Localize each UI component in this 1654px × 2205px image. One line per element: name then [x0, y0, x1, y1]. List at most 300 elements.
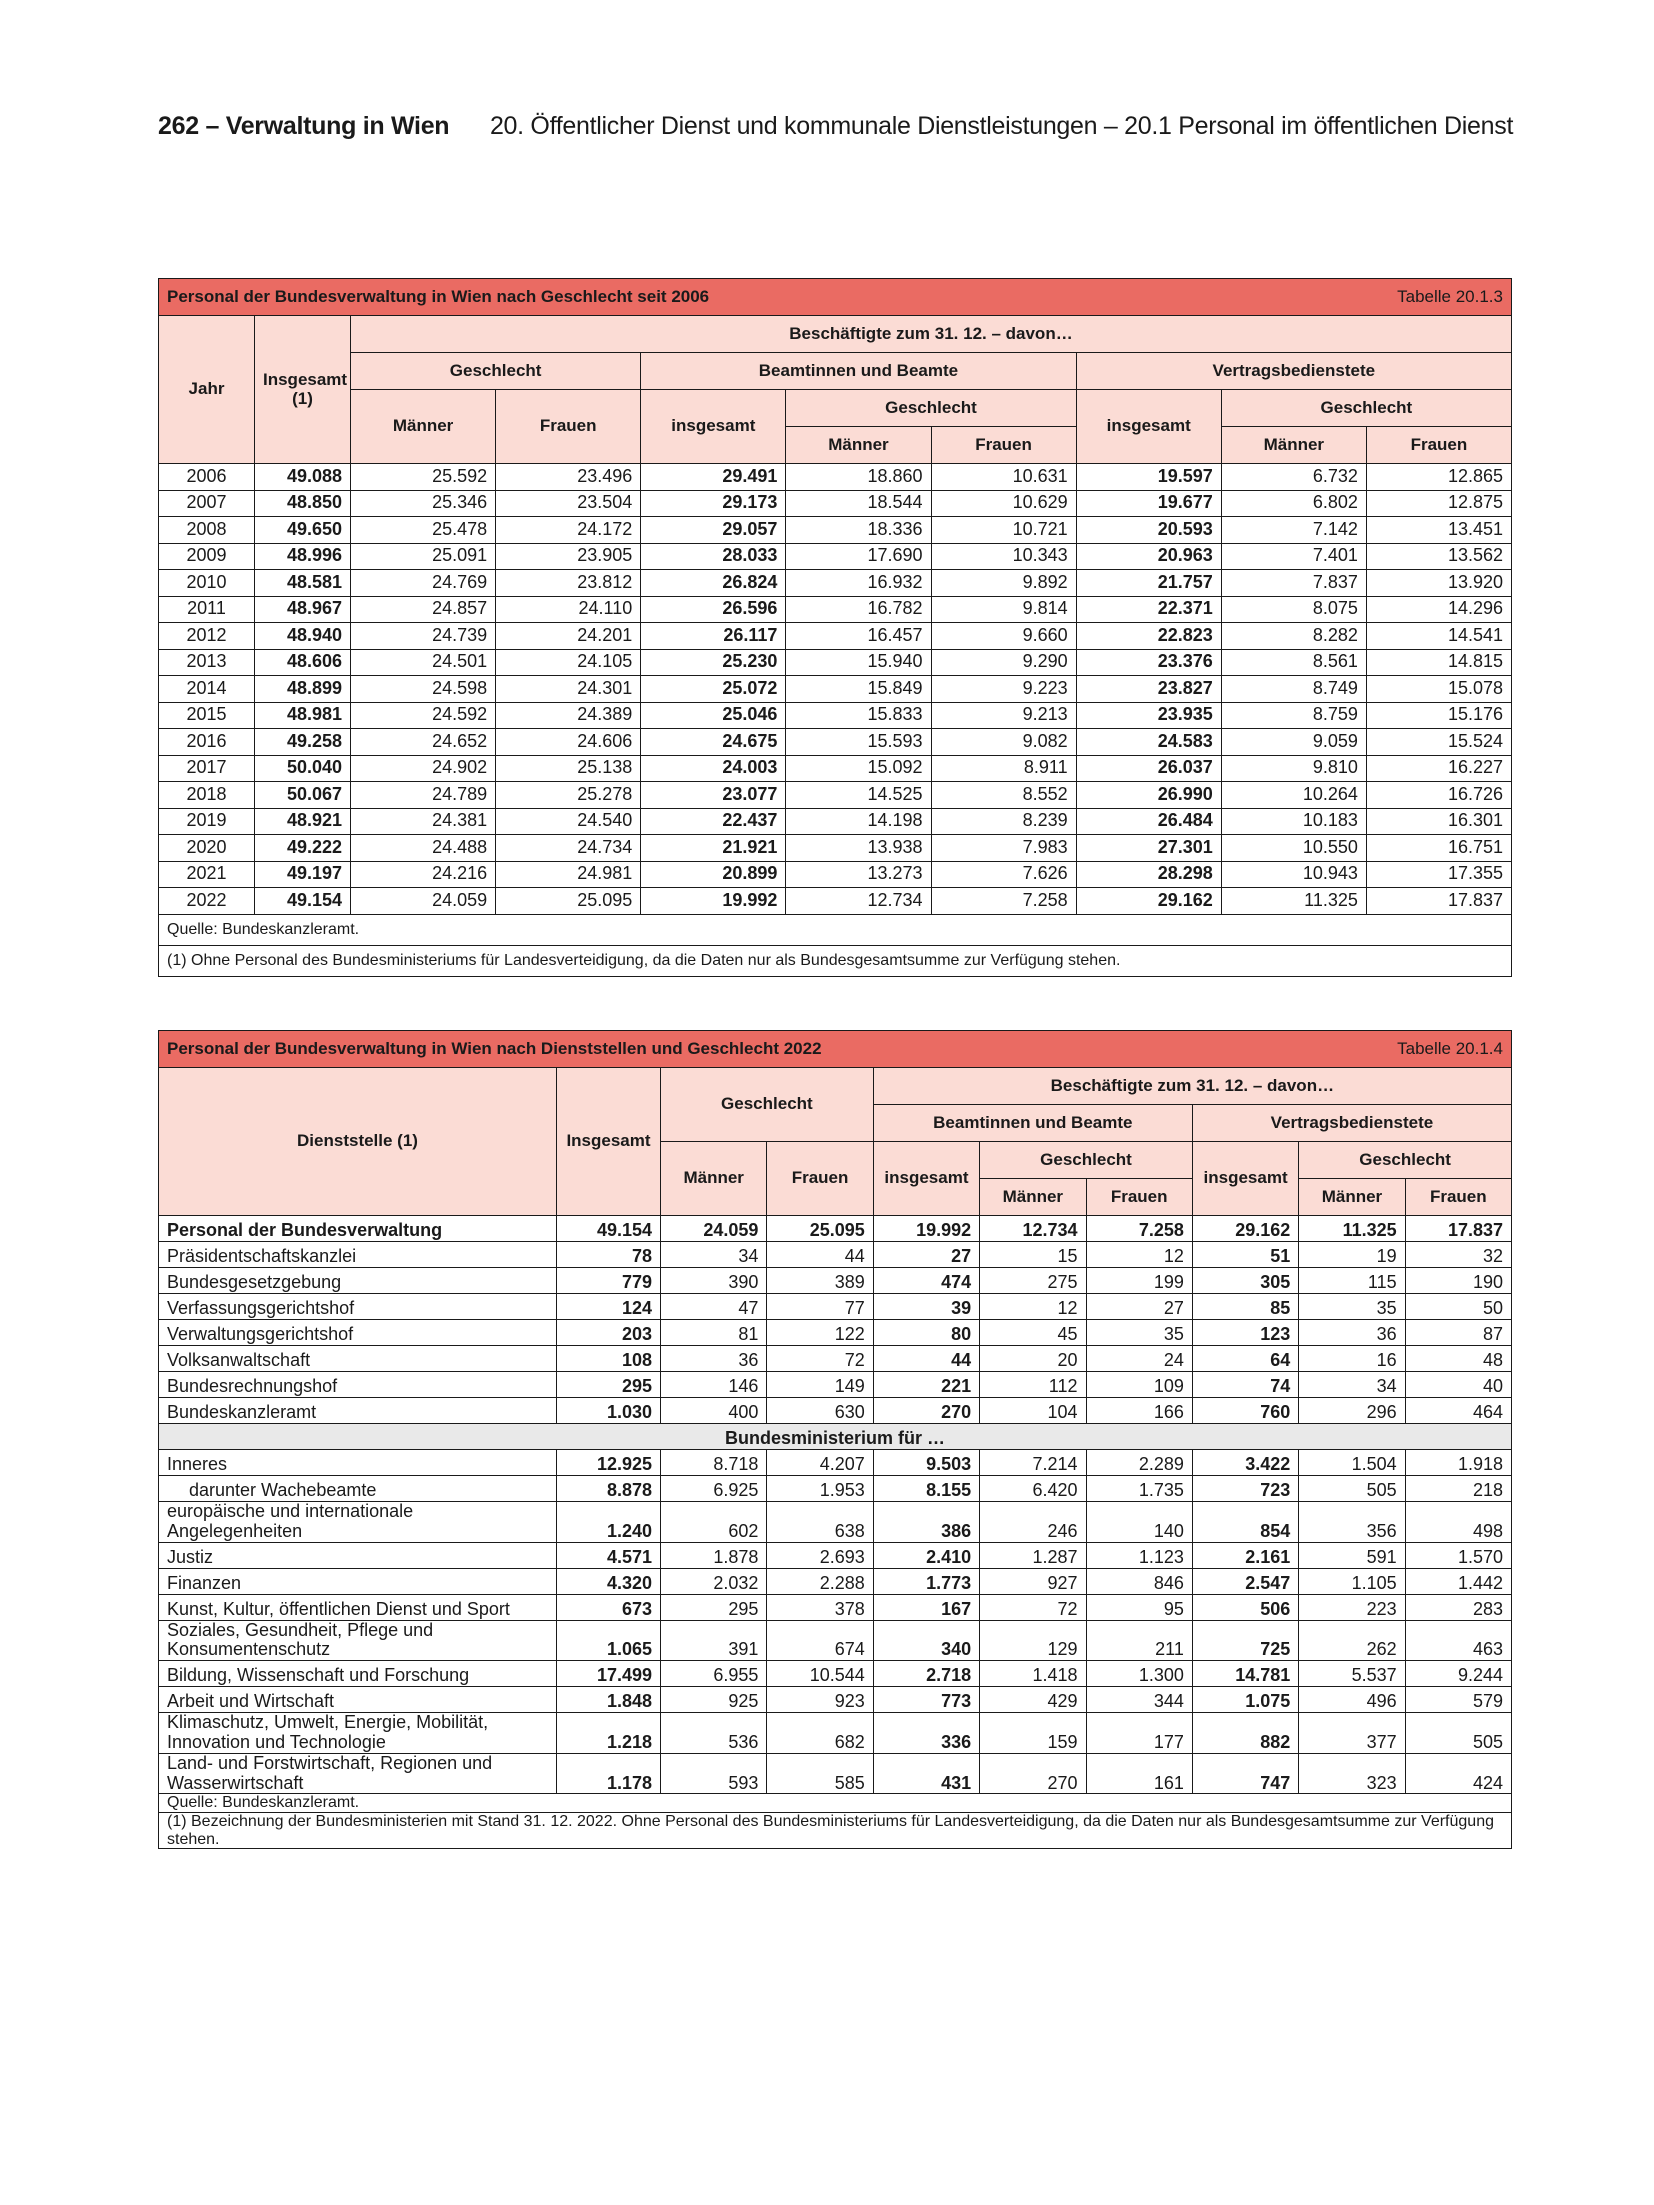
- cell-beamte-insgesamt: 23.077: [641, 782, 786, 809]
- cell-vertrag-frauen: 13.920: [1366, 570, 1511, 597]
- cell-beamte-maenner: 104: [980, 1398, 1086, 1424]
- cell-frauen: 24.389: [496, 702, 641, 729]
- cell-frauen: 2.288: [767, 1568, 873, 1594]
- cell-vertrag-insgesamt: 23.376: [1076, 649, 1221, 676]
- cell-beamte-insgesamt: 25.072: [641, 676, 786, 703]
- cell-beamte-insgesamt: 431: [873, 1753, 979, 1794]
- cell-frauen: 923: [767, 1687, 873, 1713]
- cell-frauen: 674: [767, 1620, 873, 1661]
- cell-maenner: 24.592: [351, 702, 496, 729]
- cell-insgesamt: 1.065: [557, 1620, 661, 1661]
- cell-vertrag-maenner: 356: [1299, 1502, 1405, 1543]
- cell-vertrag-frauen: 190: [1405, 1268, 1511, 1294]
- cell-frauen: 44: [767, 1242, 873, 1268]
- cell-vertrag-maenner: 115: [1299, 1268, 1405, 1294]
- cell-vertrag-insgesamt: 882: [1192, 1713, 1298, 1754]
- cell-maenner: 25.478: [351, 517, 496, 544]
- cell-beamte-insgesamt: 773: [873, 1687, 979, 1713]
- cell-beamte-frauen: 7.626: [931, 861, 1076, 888]
- col-group-vertrag-geschlecht: Geschlecht: [1299, 1142, 1512, 1179]
- table-footnote: (1) Ohne Personal des Bundesministeriums für Landesverteidigung, da die Daten nur als Bundesgesamtsumme zur Verfügung stehen.: [159, 945, 1512, 976]
- cell-maenner: 24.789: [351, 782, 496, 809]
- cell-insgesamt: 48.967: [255, 596, 351, 623]
- cell-beamte-maenner: 15: [980, 1242, 1086, 1268]
- cell-dienststelle: Präsidentschaftskanzlei: [159, 1242, 557, 1268]
- cell-vertrag-insgesamt: 747: [1192, 1753, 1298, 1794]
- col-header-frauen: Frauen: [496, 390, 641, 464]
- cell-jahr: 2021: [159, 861, 255, 888]
- cell-beamte-insgesamt: 8.155: [873, 1476, 979, 1502]
- cell-beamte-maenner: 1.418: [980, 1661, 1086, 1687]
- cell-frauen: 389: [767, 1268, 873, 1294]
- cell-vertrag-insgesamt: 23.935: [1076, 702, 1221, 729]
- cell-beamte-insgesamt: 21.921: [641, 835, 786, 862]
- chapter-title: 20. Öffentlicher Dienst und kommunale Dienstleistungen – 20.1 Personal im öffentlichen Dienst: [489, 112, 1514, 140]
- cell-insgesamt: 78: [557, 1242, 661, 1268]
- cell-frauen: 1.953: [767, 1476, 873, 1502]
- table-row: [159, 1320, 1512, 1346]
- cell-vertrag-insgesamt: 305: [1192, 1268, 1298, 1294]
- cell-maenner: 24.059: [661, 1216, 767, 1242]
- cell-vertrag-maenner: 8.759: [1221, 702, 1366, 729]
- cell-beamte-frauen: 7.983: [931, 835, 1076, 862]
- cell-beamte-frauen: 9.814: [931, 596, 1076, 623]
- cell-beamte-frauen: 10.343: [931, 543, 1076, 570]
- cell-vertrag-insgesamt: 21.757: [1076, 570, 1221, 597]
- cell-dienststelle: Justiz: [159, 1542, 557, 1568]
- cell-vertrag-maenner: 591: [1299, 1542, 1405, 1568]
- col-header-beamte-maenner: Männer: [980, 1179, 1086, 1216]
- cell-dienststelle: Arbeit und Wirtschaft: [159, 1687, 557, 1713]
- table-row: [159, 1620, 1512, 1661]
- cell-dienststelle: Bundesrechnungshof: [159, 1372, 557, 1398]
- cell-vertrag-maenner: 296: [1299, 1398, 1405, 1424]
- cell-jahr: 2010: [159, 570, 255, 597]
- cell-beamte-maenner: 20: [980, 1346, 1086, 1372]
- cell-vertrag-frauen: 13.562: [1366, 543, 1511, 570]
- table-footnote: (1) Bezeichnung der Bundesministerien mit Stand 31. 12. 2022. Ohne Personal des Bundesministeriums für Landesverteidigung, da die Daten nur als Bundesgesamtsumme zur Verfügung stehen.: [159, 1812, 1512, 1848]
- cell-vertrag-insgesamt: 3.422: [1192, 1450, 1298, 1476]
- cell-beamte-maenner: 246: [980, 1502, 1086, 1543]
- col-group-beamte-geschlecht: Geschlecht: [786, 390, 1076, 427]
- cell-beamte-insgesamt: 1.773: [873, 1568, 979, 1594]
- cell-maenner: 1.878: [661, 1542, 767, 1568]
- cell-insgesamt: 49.088: [255, 464, 351, 491]
- cell-vertrag-maenner: 8.282: [1221, 623, 1366, 650]
- cell-maenner: 24.902: [351, 755, 496, 782]
- cell-beamte-frauen: 344: [1086, 1687, 1192, 1713]
- cell-insgesamt: 48.581: [255, 570, 351, 597]
- cell-beamte-frauen: 9.223: [931, 676, 1076, 703]
- cell-vertrag-frauen: 1.918: [1405, 1450, 1511, 1476]
- cell-vertrag-frauen: 218: [1405, 1476, 1511, 1502]
- cell-maenner: 8.718: [661, 1450, 767, 1476]
- cell-vertrag-frauen: 50: [1405, 1294, 1511, 1320]
- cell-beamte-maenner: 18.336: [786, 517, 931, 544]
- cell-vertrag-frauen: 15.176: [1366, 702, 1511, 729]
- cell-insgesamt: 48.606: [255, 649, 351, 676]
- cell-frauen: 24.110: [496, 596, 641, 623]
- cell-frauen: 25.095: [767, 1216, 873, 1242]
- cell-beamte-maenner: 15.092: [786, 755, 931, 782]
- cell-insgesamt: 108: [557, 1346, 661, 1372]
- cell-beamte-insgesamt: 29.057: [641, 517, 786, 544]
- cell-vertrag-maenner: 377: [1299, 1713, 1405, 1754]
- cell-vertrag-frauen: 14.541: [1366, 623, 1511, 650]
- cell-beamte-insgesamt: 26.117: [641, 623, 786, 650]
- table-title-bar: [159, 1031, 1512, 1068]
- cell-beamte-frauen: 24: [1086, 1346, 1192, 1372]
- cell-beamte-maenner: 17.690: [786, 543, 931, 570]
- cell-maenner: 593: [661, 1753, 767, 1794]
- cell-insgesamt: 124: [557, 1294, 661, 1320]
- cell-dienststelle: darunter Wachebeamte: [159, 1476, 557, 1502]
- cell-vertrag-insgesamt: 2.161: [1192, 1542, 1298, 1568]
- cell-vertrag-maenner: 8.561: [1221, 649, 1366, 676]
- cell-frauen: 682: [767, 1713, 873, 1754]
- cell-insgesamt: 49.650: [255, 517, 351, 544]
- cell-vertrag-insgesamt: 74: [1192, 1372, 1298, 1398]
- cell-beamte-frauen: 7.258: [1086, 1216, 1192, 1242]
- cell-maenner: 391: [661, 1620, 767, 1661]
- col-header-beamte-frauen: Frauen: [1086, 1179, 1192, 1216]
- cell-beamte-frauen: 27: [1086, 1294, 1192, 1320]
- cell-vertrag-frauen: 9.244: [1405, 1661, 1511, 1687]
- cell-frauen: 24.172: [496, 517, 641, 544]
- table-title: Personal der Bundesverwaltung in Wien nach Dienststellen und Geschlecht 2022: [167, 1038, 822, 1058]
- cell-dienststelle: Finanzen: [159, 1568, 557, 1594]
- cell-beamte-maenner: 112: [980, 1372, 1086, 1398]
- cell-frauen: 2.693: [767, 1542, 873, 1568]
- col-group-geschlecht: Geschlecht: [351, 353, 641, 390]
- cell-vertrag-frauen: 13.451: [1366, 517, 1511, 544]
- cell-maenner: 81: [661, 1320, 767, 1346]
- cell-dienststelle: Kunst, Kultur, öffentlichen Dienst und Sport: [159, 1594, 557, 1620]
- table-row: [159, 729, 1512, 756]
- col-header-vertrag-frauen: Frauen: [1405, 1179, 1511, 1216]
- cell-beamte-frauen: 9.892: [931, 570, 1076, 597]
- cell-beamte-insgesamt: 19.992: [641, 888, 786, 915]
- cell-beamte-frauen: 9.082: [931, 729, 1076, 756]
- cell-beamte-frauen: 9.660: [931, 623, 1076, 650]
- cell-vertrag-maenner: 10.264: [1221, 782, 1366, 809]
- table-row: [159, 1372, 1512, 1398]
- cell-vertrag-insgesamt: 20.963: [1076, 543, 1221, 570]
- cell-vertrag-frauen: 463: [1405, 1620, 1511, 1661]
- table-row: [159, 1346, 1512, 1372]
- cell-insgesamt: 203: [557, 1320, 661, 1346]
- cell-vertrag-frauen: 498: [1405, 1502, 1511, 1543]
- table-row: [159, 1713, 1512, 1754]
- cell-maenner: 24.739: [351, 623, 496, 650]
- cell-frauen: 630: [767, 1398, 873, 1424]
- col-header-insgesamt: Insgesamt: [557, 1068, 661, 1216]
- cell-beamte-frauen: 2.289: [1086, 1450, 1192, 1476]
- cell-vertrag-insgesamt: 725: [1192, 1620, 1298, 1661]
- cell-vertrag-frauen: 32: [1405, 1242, 1511, 1268]
- table-row: [159, 1450, 1512, 1476]
- col-header-beamte-insgesamt: insgesamt: [641, 390, 786, 464]
- cell-insgesamt: 49.154: [255, 888, 351, 915]
- cell-dienststelle: Volksanwaltschaft: [159, 1346, 557, 1372]
- cell-jahr: 2019: [159, 808, 255, 835]
- table-row: [159, 835, 1512, 862]
- cell-vertrag-insgesamt: 85: [1192, 1294, 1298, 1320]
- cell-beamte-frauen: 1.300: [1086, 1661, 1192, 1687]
- cell-beamte-insgesamt: 2.410: [873, 1542, 979, 1568]
- cell-vertrag-insgesamt: 27.301: [1076, 835, 1221, 862]
- cell-frauen: 638: [767, 1502, 873, 1543]
- cell-vertrag-insgesamt: 29.162: [1076, 888, 1221, 915]
- cell-insgesamt: 4.320: [557, 1568, 661, 1594]
- cell-vertrag-maenner: 6.732: [1221, 464, 1366, 491]
- cell-frauen: 25.278: [496, 782, 641, 809]
- col-header-vertrag-maenner: Männer: [1299, 1179, 1405, 1216]
- cell-frauen: 10.544: [767, 1661, 873, 1687]
- cell-maenner: 24.381: [351, 808, 496, 835]
- cell-vertrag-maenner: 7.401: [1221, 543, 1366, 570]
- cell-beamte-maenner: 16.457: [786, 623, 931, 650]
- cell-beamte-maenner: 14.198: [786, 808, 931, 835]
- cell-beamte-frauen: 199: [1086, 1268, 1192, 1294]
- cell-beamte-insgesamt: 270: [873, 1398, 979, 1424]
- cell-maenner: 925: [661, 1687, 767, 1713]
- table-row: [159, 490, 1512, 517]
- cell-maenner: 536: [661, 1713, 767, 1754]
- col-header-vertrag-maenner: Männer: [1221, 427, 1366, 464]
- table-title: Personal der Bundesverwaltung in Wien nach Geschlecht seit 2006: [167, 286, 710, 306]
- cell-vertrag-insgesamt: 19.597: [1076, 464, 1221, 491]
- cell-vertrag-frauen: 12.865: [1366, 464, 1511, 491]
- cell-insgesamt: 48.921: [255, 808, 351, 835]
- cell-frauen: 24.105: [496, 649, 641, 676]
- table-row: [159, 808, 1512, 835]
- cell-frauen: 24.734: [496, 835, 641, 862]
- table-row: [159, 888, 1512, 915]
- cell-dienststelle: Land- und Forstwirtschaft, Regionen und Wasserwirtschaft: [159, 1753, 557, 1794]
- col-header-vertrag-frauen: Frauen: [1366, 427, 1511, 464]
- cell-vertrag-insgesamt: 20.593: [1076, 517, 1221, 544]
- cell-frauen: 378: [767, 1594, 873, 1620]
- cell-vertrag-maenner: 19: [1299, 1242, 1405, 1268]
- table-row: [159, 782, 1512, 809]
- col-header-jahr: Jahr: [159, 316, 255, 464]
- cell-vertrag-insgesamt: 24.583: [1076, 729, 1221, 756]
- cell-vertrag-frauen: 579: [1405, 1687, 1511, 1713]
- cell-beamte-frauen: 8.911: [931, 755, 1076, 782]
- cell-vertrag-maenner: 5.537: [1299, 1661, 1405, 1687]
- table-row: [159, 570, 1512, 597]
- cell-jahr: 2020: [159, 835, 255, 862]
- cell-beamte-insgesamt: 9.503: [873, 1450, 979, 1476]
- cell-beamte-maenner: 16.782: [786, 596, 931, 623]
- cell-beamte-maenner: 16.932: [786, 570, 931, 597]
- cell-vertrag-frauen: 17.837: [1405, 1216, 1511, 1242]
- cell-maenner: 25.592: [351, 464, 496, 491]
- cell-vertrag-frauen: 17.355: [1366, 861, 1511, 888]
- table-row: [159, 1542, 1512, 1568]
- col-group-beamte: Beamtinnen und Beamte: [641, 353, 1076, 390]
- cell-vertrag-insgesamt: 51: [1192, 1242, 1298, 1268]
- table-row: [159, 1568, 1512, 1594]
- cell-dienststelle: Bundesgesetzgebung: [159, 1268, 557, 1294]
- cell-vertrag-insgesamt: 854: [1192, 1502, 1298, 1543]
- col-header-vertrag-insgesamt: insgesamt: [1076, 390, 1221, 464]
- cell-beamte-insgesamt: 336: [873, 1713, 979, 1754]
- table-row-total: [159, 1216, 1512, 1242]
- cell-vertrag-insgesamt: 26.484: [1076, 808, 1221, 835]
- cell-beamte-frauen: 35: [1086, 1320, 1192, 1346]
- cell-beamte-insgesamt: 44: [873, 1346, 979, 1372]
- cell-jahr: 2015: [159, 702, 255, 729]
- cell-beamte-frauen: 166: [1086, 1398, 1192, 1424]
- cell-beamte-insgesamt: 340: [873, 1620, 979, 1661]
- page-label: 262 – Verwaltung in Wien: [158, 112, 450, 140]
- cell-frauen: 23.504: [496, 490, 641, 517]
- cell-maenner: 400: [661, 1398, 767, 1424]
- cell-vertrag-maenner: 7.837: [1221, 570, 1366, 597]
- cell-vertrag-frauen: 87: [1405, 1320, 1511, 1346]
- cell-beamte-frauen: 10.721: [931, 517, 1076, 544]
- cell-beamte-maenner: 15.833: [786, 702, 931, 729]
- table-20-1-3: [158, 278, 1512, 977]
- cell-beamte-insgesamt: 19.992: [873, 1216, 979, 1242]
- cell-beamte-frauen: 9.290: [931, 649, 1076, 676]
- cell-dienststelle: Bildung, Wissenschaft und Forschung: [159, 1661, 557, 1687]
- table-row: [159, 1687, 1512, 1713]
- cell-vertrag-maenner: 11.325: [1299, 1216, 1405, 1242]
- table-row: [159, 1242, 1512, 1268]
- cell-vertrag-maenner: 8.075: [1221, 596, 1366, 623]
- cell-vertrag-maenner: 11.325: [1221, 888, 1366, 915]
- table-row: [159, 1502, 1512, 1543]
- cell-vertrag-maenner: 323: [1299, 1753, 1405, 1794]
- cell-insgesamt: 49.222: [255, 835, 351, 862]
- cell-vertrag-maenner: 9.059: [1221, 729, 1366, 756]
- cell-vertrag-maenner: 9.810: [1221, 755, 1366, 782]
- cell-frauen: 23.496: [496, 464, 641, 491]
- cell-beamte-insgesamt: 26.596: [641, 596, 786, 623]
- cell-dienststelle: Personal der Bundesverwaltung: [159, 1216, 557, 1242]
- cell-frauen: 585: [767, 1753, 873, 1794]
- cell-beamte-maenner: 45: [980, 1320, 1086, 1346]
- cell-beamte-maenner: 1.287: [980, 1542, 1086, 1568]
- cell-insgesamt: 1.030: [557, 1398, 661, 1424]
- table-row: [159, 676, 1512, 703]
- col-group-beschaeftigte: Beschäftigte zum 31. 12. – davon…: [873, 1068, 1511, 1105]
- cell-maenner: 146: [661, 1372, 767, 1398]
- col-group-beschaeftigte: Beschäftigte zum 31. 12. – davon…: [351, 316, 1512, 353]
- cell-beamte-insgesamt: 221: [873, 1372, 979, 1398]
- cell-beamte-frauen: 1.735: [1086, 1476, 1192, 1502]
- cell-vertrag-frauen: 505: [1405, 1713, 1511, 1754]
- cell-vertrag-maenner: 16: [1299, 1346, 1405, 1372]
- cell-vertrag-insgesamt: 14.781: [1192, 1661, 1298, 1687]
- cell-frauen: 24.301: [496, 676, 641, 703]
- cell-vertrag-insgesamt: 1.075: [1192, 1687, 1298, 1713]
- cell-jahr: 2013: [159, 649, 255, 676]
- cell-beamte-maenner: 13.273: [786, 861, 931, 888]
- cell-vertrag-frauen: 16.751: [1366, 835, 1511, 862]
- col-header-beamte-maenner: Männer: [786, 427, 931, 464]
- cell-beamte-insgesamt: 22.437: [641, 808, 786, 835]
- cell-beamte-insgesamt: 26.824: [641, 570, 786, 597]
- table-row: [159, 596, 1512, 623]
- col-group-beamte-geschlecht: Geschlecht: [980, 1142, 1193, 1179]
- table-row: [159, 1476, 1512, 1502]
- table-row: [159, 1594, 1512, 1620]
- cell-maenner: 47: [661, 1294, 767, 1320]
- cell-vertrag-maenner: 34: [1299, 1372, 1405, 1398]
- cell-beamte-maenner: 159: [980, 1713, 1086, 1754]
- cell-vertrag-maenner: 36: [1299, 1320, 1405, 1346]
- cell-insgesamt: 1.240: [557, 1502, 661, 1543]
- cell-frauen: 149: [767, 1372, 873, 1398]
- cell-insgesamt: 17.499: [557, 1661, 661, 1687]
- table-source: Quelle: Bundeskanzleramt.: [159, 1794, 1512, 1813]
- cell-jahr: 2016: [159, 729, 255, 756]
- cell-maenner: 25.091: [351, 543, 496, 570]
- cell-frauen: 24.981: [496, 861, 641, 888]
- cell-insgesamt: 4.571: [557, 1542, 661, 1568]
- cell-vertrag-insgesamt: 23.827: [1076, 676, 1221, 703]
- cell-vertrag-frauen: 464: [1405, 1398, 1511, 1424]
- cell-vertrag-frauen: 283: [1405, 1594, 1511, 1620]
- cell-beamte-frauen: 109: [1086, 1372, 1192, 1398]
- cell-insgesamt: 1.178: [557, 1753, 661, 1794]
- cell-vertrag-insgesamt: 28.298: [1076, 861, 1221, 888]
- col-header-dienststelle: Dienststelle (1): [159, 1068, 557, 1216]
- table-source: Quelle: Bundeskanzleramt.: [159, 914, 1512, 945]
- cell-beamte-insgesamt: 25.046: [641, 702, 786, 729]
- cell-beamte-frauen: 161: [1086, 1753, 1192, 1794]
- cell-vertrag-frauen: 14.296: [1366, 596, 1511, 623]
- cell-beamte-frauen: 12: [1086, 1242, 1192, 1268]
- table-row: [159, 755, 1512, 782]
- cell-jahr: 2012: [159, 623, 255, 650]
- col-header-beamte-frauen: Frauen: [931, 427, 1076, 464]
- cell-vertrag-frauen: 48: [1405, 1346, 1511, 1372]
- table-row: [159, 1398, 1512, 1424]
- cell-jahr: 2007: [159, 490, 255, 517]
- cell-maenner: 295: [661, 1594, 767, 1620]
- col-group-geschlecht: Geschlecht: [661, 1068, 874, 1142]
- cell-beamte-frauen: 177: [1086, 1713, 1192, 1754]
- cell-beamte-maenner: 12.734: [980, 1216, 1086, 1242]
- cell-maenner: 602: [661, 1502, 767, 1543]
- table-number: Tabelle 20.1.3: [1397, 286, 1503, 306]
- cell-insgesamt: 48.850: [255, 490, 351, 517]
- cell-vertrag-maenner: 10.550: [1221, 835, 1366, 862]
- cell-dienststelle: europäische und internationale Angelegenheiten: [159, 1502, 557, 1543]
- cell-vertrag-frauen: 16.227: [1366, 755, 1511, 782]
- cell-vertrag-insgesamt: 26.037: [1076, 755, 1221, 782]
- col-header-maenner: Männer: [661, 1142, 767, 1216]
- cell-vertrag-frauen: 1.570: [1405, 1542, 1511, 1568]
- cell-dienststelle: Klimaschutz, Umwelt, Energie, Mobilität, Innovation und Technologie: [159, 1713, 557, 1754]
- cell-beamte-maenner: 12: [980, 1294, 1086, 1320]
- cell-jahr: 2014: [159, 676, 255, 703]
- col-header-maenner: Männer: [351, 390, 496, 464]
- cell-jahr: 2006: [159, 464, 255, 491]
- cell-insgesamt: 50.067: [255, 782, 351, 809]
- cell-insgesamt: 48.996: [255, 543, 351, 570]
- cell-beamte-insgesamt: 28.033: [641, 543, 786, 570]
- cell-vertrag-insgesamt: 2.547: [1192, 1568, 1298, 1594]
- cell-insgesamt: 50.040: [255, 755, 351, 782]
- cell-vertrag-maenner: 7.142: [1221, 517, 1366, 544]
- cell-beamte-insgesamt: 386: [873, 1502, 979, 1543]
